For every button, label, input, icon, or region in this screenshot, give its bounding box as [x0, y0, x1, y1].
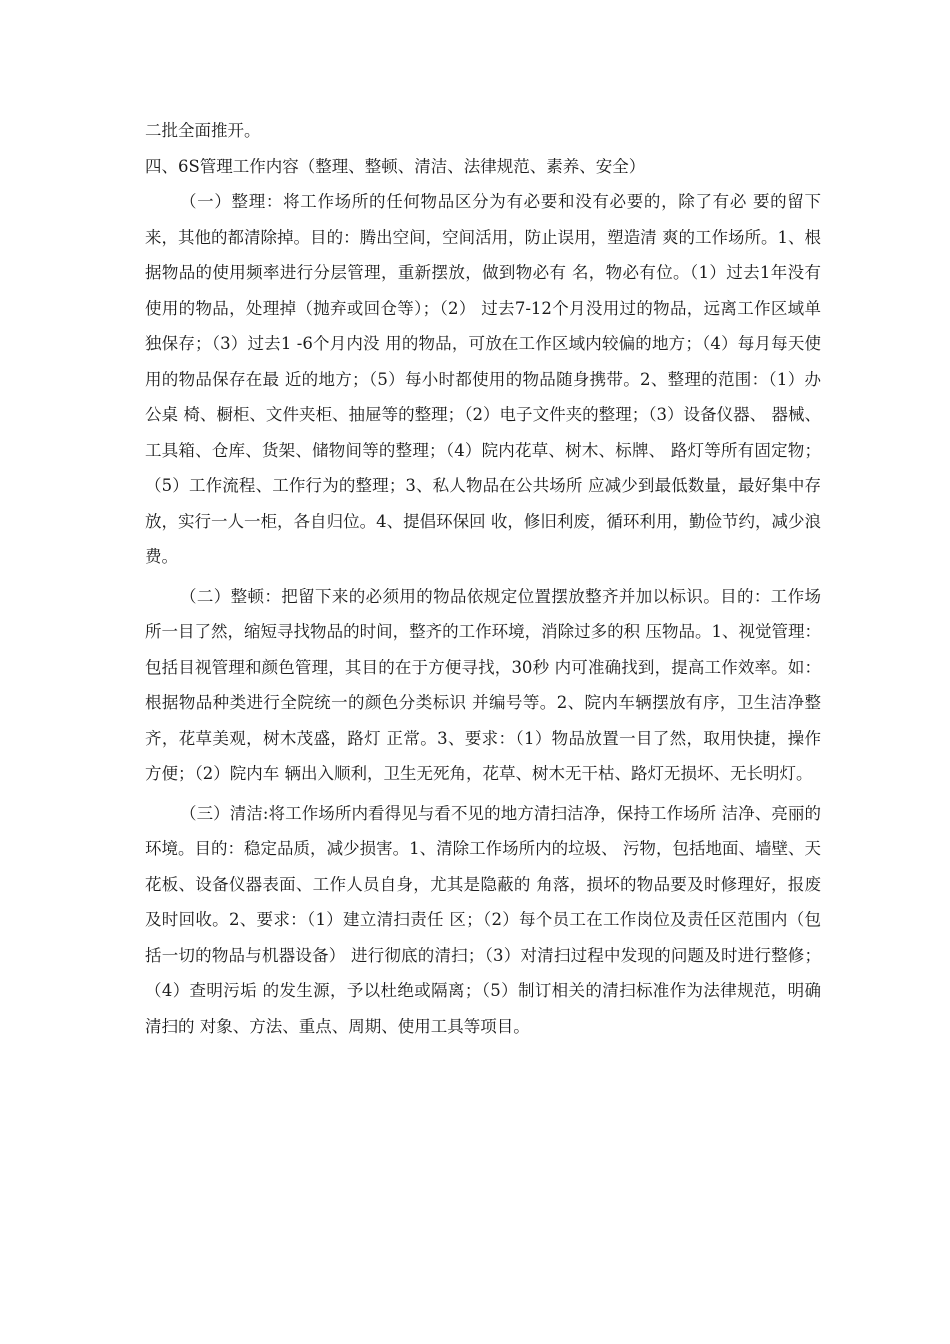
paragraph-shine: （三）清洁:将工作场所内看得见与看不见的地方清扫洁净，保持工作场所 洁净、亮丽的环境。目的：稳定品质，减少损害。1、清除工作场所内的垃圾、 污物，包括地面、墙壁、天花板、设备仪器表面、工作人员自身，尤其是隐蔽的 角落，损坏的物品要及时修理好，报废及时回收。2、要求：（1）建立清扫责任 区；（2）每个员工在工作岗位及责任区范围内（包括一切的物品与机器设备） 进行彻底的清扫；（3）对清扫过程中发现的问题及时进行整修；（4）查明污垢 的发生源，予以杜绝或隔离；（5）制订相关的清扫标准作为法律规范，明确清扫的 对象、方法、重点、周期、使用工具等项目。: [145, 803, 821, 1036]
paragraph-set-in-order: （二）整顿：把留下来的必须用的物品依规定位置摆放整齐并加以标识。目的：工作场所一目了然，缩短寻找物品的时间，整齐的工作环境，消除过多的积 压物品。1、视觉管理：包括目视管理和颜色管理，其目的在于方便寻找，30秒 内可准确找到，提高工作效率。如：根据物品种类进行全院统一的颜色分类标识 并编号等。2、院内车辆摆放有序，卫生洁净整齐，花草美观，树木茂盛，路灯 正常。3、要求：（1）物品放置一目了然，取用快捷，操作方便；（2）院内车 辆出入顺利，卫生无死角，花草、树木无干枯、路灯无损坏、无长明灯。: [145, 586, 821, 783]
paragraph-sort: （一）整理：将工作场所的任何物品区分为有必要和没有必要的，除了有必 要的留下来，其他的都清除掉。目的：腾出空间，空间活用，防止误用，塑造清 爽的工作场所。1、根据物品的使用频率进行分层管理，重新摆放，做到物必有 名，物必有位。（1）过去1年没有使用的物品，处理掉（抛弃或回仓等）；（2） 过去7-12个月没用过的物品，远离工作区域单独保存；（3）过去1 -6个月内没 用的物品，可放在工作区域内较偏的地方；（4）每月每天使用的物品保存在最 近的地方；（5）每小时都使用的物品随身携带。2、整理的范围：（1）办公桌 椅、橱柜、文件夹柜、抽屉等的整理；（2）电子文件夹的整理；（3）设备仪器、 器械、工具箱、仓库、货架、储物间等的整理；（4）院内花草、树木、标牌、 路灯等所有固定物；（5）工作流程、工作行为的整理；3、私人物品在公共场所 应减少到最低数量，最好集中存放，实行一人一柜，各自归位。4、提倡环保回 收，修旧利废，循环利用，勤俭节约，减少浪费。: [145, 192, 821, 566]
section-heading: 四、6S管理工作内容（整理、整顿、清洁、法律规范、素养、安全）: [145, 156, 646, 176]
document-body: [145, 113, 821, 1044]
paragraph-continuation: 二批全面推开。: [145, 121, 261, 140]
